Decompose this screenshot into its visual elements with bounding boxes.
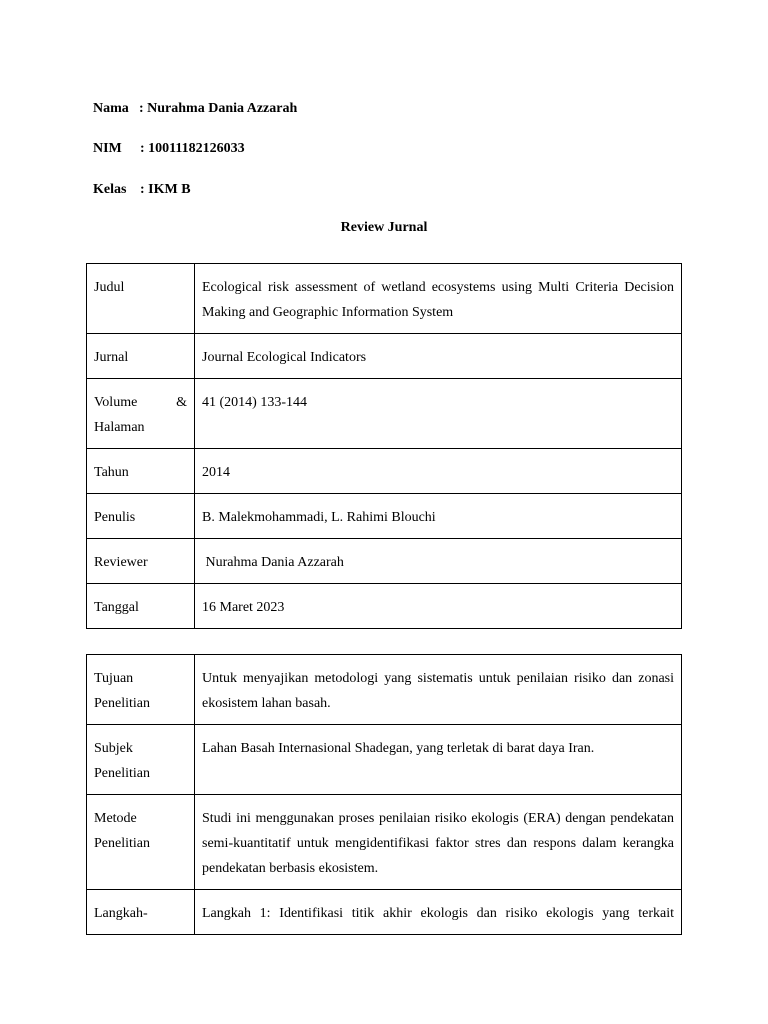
kelas-label: Kelas: [93, 182, 127, 197]
row-key-tanggal: Tanggal: [87, 584, 195, 629]
row-value-tujuan-penelitian: Untuk menyajikan metodologi yang sistematis untuk penilaian risiko dan zonasi ekosistem lahan basah.: [195, 655, 682, 725]
document-title: Review Jurnal: [340, 220, 428, 235]
table-row: [87, 379, 682, 449]
row-value-jurnal: Journal Ecological Indicators: [195, 334, 682, 379]
table-row: [87, 795, 682, 890]
row-value-reviewer: Nurahma Dania Azzarah: [195, 539, 682, 584]
row-value-tahun: 2014: [195, 449, 682, 494]
row-key-penulis: Penulis: [87, 494, 195, 539]
table-row: [87, 584, 682, 629]
research-review-table: [86, 654, 682, 935]
table-row: [87, 655, 682, 725]
table-row: [87, 725, 682, 795]
journal-info-table: [86, 263, 682, 629]
row-key-volume: Volume: [94, 395, 138, 410]
row-value-judul: Ecological risk assessment of wetland ecosystems using Multi Criteria Decision Making and Geographic Information System: [195, 264, 682, 334]
row-key-jurnal: Jurnal: [87, 334, 195, 379]
row-key-tahun: Tahun: [87, 449, 195, 494]
table-row: [87, 890, 682, 935]
row-key-reviewer: Reviewer: [87, 539, 195, 584]
row-key-halaman: Halaman: [94, 420, 145, 435]
row-key-volume-halaman: [87, 379, 195, 449]
row-value-subjek-penelitian: Lahan Basah Internasional Shadegan, yang terletak di barat daya Iran.: [195, 725, 682, 795]
row-key-subjek-penelitian: Subjek Penelitian: [87, 725, 195, 795]
row-value-tanggal: 16 Maret 2023: [195, 584, 682, 629]
row-key-langkah: Langkah-: [87, 890, 195, 935]
table-row: [87, 264, 682, 334]
row-key-metode-penelitian: Metode Penelitian: [87, 795, 195, 890]
table-row: [87, 449, 682, 494]
nim-value: : 10011182126033: [140, 141, 245, 156]
row-key-ampersand: &: [176, 395, 187, 410]
nama-line: [93, 101, 297, 117]
row-key-tujuan-penelitian: Tujuan Penelitian: [87, 655, 195, 725]
nim-label: NIM: [93, 141, 122, 156]
table-row: [87, 334, 682, 379]
nama-value: : Nurahma Dania Azzarah: [139, 101, 298, 116]
row-key-judul: Judul: [87, 264, 195, 334]
nim-line: [93, 141, 245, 157]
row-value-penulis: B. Malekmohammadi, L. Rahimi Blouchi: [195, 494, 682, 539]
row-value-metode-penelitian: Studi ini menggunakan proses penilaian risiko ekologis (ERA) dengan pendekatan semi-kuantitatif untuk mengidentifikasi faktor stres dan respons dalam kerangka pendekatan berbasis ekosistem.: [195, 795, 682, 890]
table-row: [87, 494, 682, 539]
row-key-volume-line: [94, 390, 187, 415]
row-value-volume-halaman: 41 (2014) 133-144: [195, 379, 682, 449]
row-value-langkah: Langkah 1: Identifikasi titik akhir ekologis dan risiko ekologis yang terkait: [195, 890, 682, 935]
nama-label: Nama: [93, 101, 129, 116]
kelas-line: [93, 182, 191, 198]
table-row: [87, 539, 682, 584]
kelas-value: : IKM B: [140, 182, 191, 197]
